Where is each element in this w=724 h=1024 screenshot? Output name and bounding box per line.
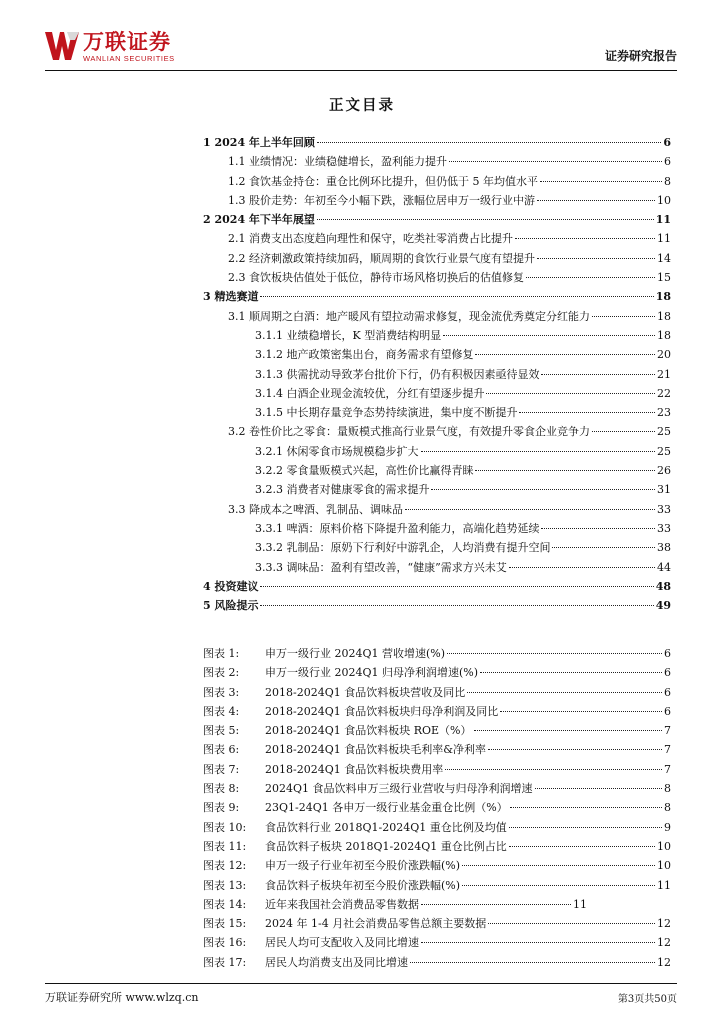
toc-entry-page: 18 [655, 290, 671, 304]
toc-entry-label: 3.3 降成本之啤酒、乳制品、调味品 [228, 502, 403, 516]
figure-number: 图表 17: [203, 955, 247, 969]
toc-entry[interactable] [203, 173, 671, 192]
toc-entry[interactable] [203, 250, 671, 269]
figure-title: 申万一级行业 2024Q1 归母净利润增速(%) [265, 666, 479, 680]
figure-page: 8 [664, 782, 671, 796]
figure-number: 图表 14: [203, 897, 247, 911]
figure-number: 图表 13: [203, 878, 247, 892]
figure-page: 6 [664, 685, 671, 699]
figure-page: 7 [664, 743, 671, 757]
dot-leader [462, 885, 655, 886]
figure-page: 6 [664, 666, 671, 680]
toc-entry-label: 3.1.3 供需扰动导致茅台批价下行，仍有积极因素亟待显效 [255, 367, 540, 381]
dot-leader [260, 586, 653, 587]
dot-leader [519, 412, 655, 413]
dot-leader [421, 904, 571, 905]
toc-entry-page: 22 [657, 386, 671, 400]
dot-leader [509, 846, 655, 847]
figure-page: 7 [664, 724, 671, 738]
figure-page: 6 [664, 704, 671, 718]
toc-entry[interactable] [203, 269, 671, 288]
brand-name-cn: 万联证券 [83, 30, 171, 54]
toc-entry[interactable] [203, 462, 671, 481]
toc-entry-page: 10 [657, 193, 671, 207]
figure-title: 2024 年 1-4 月社会消费品零售总额主要数据 [265, 917, 487, 931]
figure-number: 图表 10: [203, 820, 247, 834]
toc-entry-label: 3.1 顺周期之白酒：地产暖风有望拉动需求修复，现金流优秀奠定分红能力 [228, 309, 590, 323]
toc-entry-page: 33 [657, 502, 671, 516]
toc-entry[interactable] [203, 385, 671, 404]
report-type-label: 证券研究报告 [604, 49, 677, 63]
toc-entry-label: 1 2024 年上半年回顾 [203, 136, 315, 149]
dot-leader [541, 528, 655, 529]
figure-entry[interactable] [203, 819, 671, 838]
figure-title: 食品饮料行业 2018Q1-2024Q1 重仓比例及均值 [265, 820, 507, 834]
figure-page: 11 [657, 878, 671, 892]
figure-entry[interactable] [203, 664, 671, 683]
figure-page: 12 [657, 936, 671, 950]
dot-leader [510, 807, 662, 808]
toc-entry-label: 3.3.2 乳制品：原奶下行利好中游乳企，人均消费有提升空间 [255, 541, 551, 555]
figure-entry[interactable] [203, 780, 671, 799]
list-of-figures [203, 645, 671, 973]
figure-entry[interactable] [203, 896, 671, 915]
toc-entry[interactable] [203, 404, 671, 423]
toc-entry[interactable] [203, 597, 671, 616]
figure-page: 9 [664, 820, 671, 834]
figure-title: 23Q1-24Q1 各申万一级行业基金重仓比例（%） [265, 801, 508, 815]
toc-entry-page: 11 [657, 232, 671, 246]
figure-number: 图表 8: [203, 782, 240, 796]
toc-entry[interactable] [203, 346, 671, 365]
dot-leader [260, 296, 653, 297]
figure-title: 申万一级子行业年初至今股价涨跌幅(%) [265, 859, 461, 873]
figure-title: 食品饮料子板块 2018Q1-2024Q1 重仓比例占比 [265, 839, 507, 853]
toc-entry-label: 1.1 业绩情况：业绩稳健增长，盈利能力提升 [228, 155, 447, 169]
toc-entry-page: 15 [657, 271, 671, 285]
figure-number: 图表 7: [203, 762, 240, 776]
footer-divider [45, 983, 677, 984]
toc-entry[interactable] [203, 578, 671, 597]
dot-leader [488, 749, 662, 750]
dot-leader [405, 509, 655, 510]
dot-leader [509, 827, 662, 828]
figure-entry[interactable] [203, 857, 671, 876]
dot-leader [317, 142, 661, 143]
dot-leader [526, 277, 655, 278]
toc-entry-page: 6 [664, 155, 671, 169]
dot-leader [515, 238, 655, 239]
toc-entry[interactable] [203, 192, 671, 211]
dot-leader [509, 567, 655, 568]
toc-entry-page: 44 [657, 560, 671, 574]
figure-number: 图表 15: [203, 917, 247, 931]
toc-entry[interactable] [203, 443, 671, 462]
dot-leader [541, 374, 655, 375]
figure-page: 12 [657, 917, 671, 931]
figure-entry[interactable] [203, 954, 671, 973]
figure-page: 6 [664, 647, 671, 660]
toc-entry-page: 8 [664, 174, 671, 188]
dot-leader [317, 219, 654, 220]
figure-entry[interactable] [203, 915, 671, 934]
header-divider [45, 70, 677, 71]
toc-entry-page: 14 [657, 251, 671, 265]
dot-leader [592, 316, 655, 317]
figure-number: 图表 16: [203, 936, 247, 950]
dot-leader [260, 605, 653, 606]
toc-entry[interactable] [203, 134, 671, 153]
figure-entry[interactable] [203, 838, 671, 857]
dot-leader [592, 431, 655, 432]
dot-leader [480, 672, 662, 673]
figure-entry[interactable] [203, 934, 671, 953]
toc-entry-label: 3.2.2 零食量贩模式兴起，高性价比赢得青睐 [255, 464, 474, 478]
toc-entry-label: 3.1.4 白酒企业现金流较优，分红有望逐步提升 [255, 386, 485, 400]
toc-entry[interactable] [203, 559, 671, 578]
figure-title: 2018-2024Q1 食品饮料板块毛利率&净利率 [265, 743, 487, 757]
figure-number: 图表 5: [203, 724, 240, 738]
dot-leader [475, 470, 655, 471]
toc-entry-label: 3.2.1 休闲零食市场规模稳步扩大 [255, 444, 419, 458]
toc-entry-label: 3.1.5 中长期存量竞争态势持续演进，集中度不断提升 [255, 406, 518, 420]
figure-number: 图表 2: [203, 666, 240, 680]
toc-entry-page: 31 [657, 483, 671, 497]
toc-entry-page: 38 [657, 541, 671, 555]
toc-entry-label: 2 2024 年下半年展望 [203, 213, 315, 227]
figure-title: 2018-2024Q1 食品饮料板块归母净利润及同比 [265, 704, 499, 718]
dot-leader [535, 788, 662, 789]
toc-entry-page: 49 [655, 599, 671, 613]
toc-entry-label: 3 精选赛道 [203, 290, 259, 304]
table-of-contents [203, 134, 671, 616]
figure-page: 11 [573, 897, 587, 911]
toc-entry[interactable] [203, 288, 671, 307]
figure-title: 2018-2024Q1 食品饮料板块营收及同比 [265, 685, 466, 699]
dot-leader [500, 711, 662, 712]
figure-page: 10 [657, 839, 671, 853]
toc-entry-page: 33 [657, 521, 671, 535]
figure-title: 居民人均可支配收入及同比增速 [265, 936, 419, 950]
brand-name-en: WANLIAN SECURITIES [83, 54, 175, 63]
page-title: 正文目录 [329, 98, 395, 114]
toc-entry[interactable] [203, 230, 671, 249]
dot-leader [537, 200, 655, 201]
toc-entry-label: 3.3.3 调味品：盈利有望改善，“健康”需求方兴未艾 [255, 560, 507, 574]
toc-entry-page: 25 [657, 444, 671, 458]
toc-entry-page: 11 [655, 213, 671, 227]
figure-title: 近年来我国社会消费品零售数据 [265, 897, 419, 911]
toc-entry-page: 48 [655, 579, 671, 593]
toc-entry-page: 21 [657, 367, 671, 381]
figure-title: 食品饮料子板块年初至今股价涨跌幅(%) [265, 878, 461, 892]
figure-page: 8 [664, 801, 671, 815]
dot-leader [537, 258, 655, 259]
dot-leader [462, 865, 655, 866]
dot-leader [421, 451, 656, 452]
dot-leader [449, 161, 662, 162]
figure-entry[interactable] [203, 684, 671, 703]
toc-entry-label: 4 投资建议 [203, 579, 259, 593]
figure-number: 图表 4: [203, 704, 240, 718]
page-header [45, 28, 677, 68]
figure-entry[interactable] [203, 703, 671, 722]
toc-entry[interactable] [203, 308, 671, 327]
figure-title: 居民人均消费支出及同比增速 [265, 955, 408, 969]
toc-entry[interactable] [203, 366, 671, 385]
figure-number: 图表 3: [203, 685, 240, 699]
figure-number: 图表 1: [203, 647, 240, 660]
figure-page: 12 [657, 955, 671, 969]
toc-entry-page: 26 [657, 464, 671, 478]
company-logo [45, 28, 175, 66]
toc-entry-page: 6 [663, 136, 671, 149]
dot-leader [488, 923, 655, 924]
toc-entry[interactable] [203, 211, 671, 230]
dot-leader [474, 730, 663, 731]
toc-entry[interactable] [203, 327, 671, 346]
toc-entry-label: 3.2 卷性价比之零食：量贩模式推高行业景气度，有效提升零食企业竞争力 [228, 425, 590, 439]
toc-entry-label: 1.2 食饮基金持仓：重仓比例环比提升，但仍低于 5 年均值水平 [228, 174, 538, 188]
figure-entry[interactable] [203, 722, 671, 741]
figure-number: 图表 11: [203, 839, 247, 853]
dot-leader [540, 181, 662, 182]
figure-title: 申万一级行业 2024Q1 营收增速(%) [265, 647, 446, 660]
figure-entry[interactable] [203, 877, 671, 896]
toc-entry[interactable] [203, 520, 671, 539]
figure-title: 2018-2024Q1 食品饮料板块 ROE（%） [265, 724, 472, 738]
figure-entry[interactable] [203, 741, 671, 760]
toc-entry-label: 1.3 股价走势：年初至今小幅下跌，涨幅位居申万一级行业中游 [228, 193, 535, 207]
figure-entry[interactable] [203, 761, 671, 780]
toc-entry-label: 5 风险提示 [203, 599, 259, 613]
toc-entry-label: 3.1.2 地产政策密集出台，商务需求有望修复 [255, 348, 474, 362]
dot-leader [486, 393, 655, 394]
toc-entry-page: 18 [657, 309, 671, 323]
dot-leader [467, 692, 662, 693]
toc-entry[interactable] [203, 501, 671, 520]
toc-entry[interactable] [203, 539, 671, 558]
toc-entry[interactable] [203, 153, 671, 172]
toc-entry-page: 20 [657, 348, 671, 362]
figure-title: 2024Q1 食品饮料申万三级行业营收与归母净利润增速 [265, 782, 533, 796]
toc-entry-label: 3.3.1 啤酒：原料价格下降提升盈利能力，高端化趋势延续 [255, 521, 540, 535]
figure-entry[interactable] [203, 645, 671, 664]
toc-entry-label: 3.1.1 业绩稳增长，K 型消费结构明显 [255, 328, 442, 342]
figure-page: 10 [657, 859, 671, 873]
toc-entry-label: 2.1 消费支出态度趋向理性和保守，吃类社零消费占比提升 [228, 232, 513, 246]
toc-entry[interactable] [203, 423, 671, 442]
dot-leader [421, 942, 655, 943]
wanlian-logo-icon [45, 28, 79, 62]
toc-entry-page: 18 [657, 328, 671, 342]
page-number: 第3页共50页 [617, 994, 677, 1005]
figure-title: 2018-2024Q1 食品饮料板块费用率 [265, 762, 444, 776]
toc-entry-label: 2.2 经济刺激政策持续加码，顺周期的食饮行业景气度有望提升 [228, 251, 535, 265]
dot-leader [431, 489, 655, 490]
dot-leader [443, 335, 655, 336]
dot-leader [445, 769, 662, 770]
footer-source: 万联证券研究所 www.wlzq.cn [45, 991, 199, 1004]
figure-number: 图表 9: [203, 801, 240, 815]
figure-number: 图表 12: [203, 859, 247, 873]
dot-leader [410, 962, 655, 963]
figure-number: 图表 6: [203, 743, 240, 757]
toc-entry[interactable] [203, 481, 671, 500]
toc-entry-page: 23 [657, 406, 671, 420]
dot-leader [447, 653, 662, 654]
toc-entry-page: 25 [657, 425, 671, 439]
toc-entry-label: 2.3 食饮板块估值处于低位，静待市场风格切换后的估值修复 [228, 271, 524, 285]
dot-leader [552, 547, 655, 548]
figure-page: 7 [664, 762, 671, 776]
dot-leader [475, 354, 655, 355]
figure-entry[interactable] [203, 799, 671, 818]
toc-entry-label: 3.2.3 消费者对健康零食的需求提升 [255, 483, 430, 497]
